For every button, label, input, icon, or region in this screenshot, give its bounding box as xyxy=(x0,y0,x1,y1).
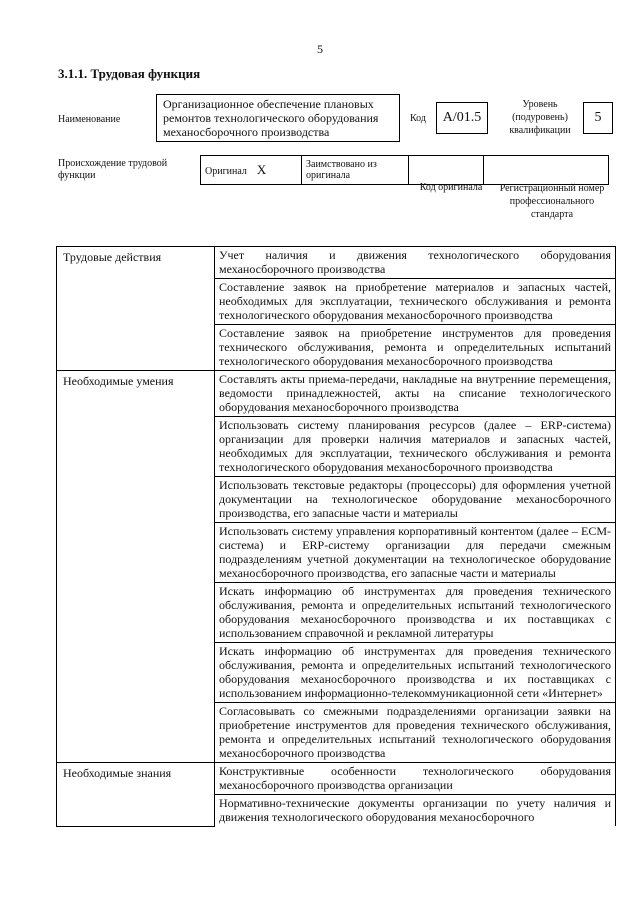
page-number: 5 xyxy=(317,42,323,56)
table-item: Искать информацию об инструментах для проведения технического обслуживания, ремонта и определительных испытаний технологического оборудования механосборочного производства и их поставщиках с использованием информационно-телекоммуникационной сети «Интернет» xyxy=(215,643,616,703)
code-caption: Код оригинала xyxy=(419,182,483,193)
table-item: Составление заявок на приобретение материалов и запасных частей, необходимых для эксплуатации, технического обслуживания и ремонта технологического оборудования механосборочного производства xyxy=(215,279,616,325)
table-item: Конструктивные особенности технологического оборудования механосборочного производства организации xyxy=(215,763,616,795)
origin-code-cell xyxy=(409,156,484,185)
origin-original-cell xyxy=(201,156,302,185)
reg-caption: Регистрационный номер профессионального стандарта xyxy=(499,183,605,220)
table-item: Нормативно-технические документы организации по учету наличия и движения технологического оборудования механосборочного xyxy=(215,795,616,827)
category-cell: Необходимые знания xyxy=(57,763,215,827)
code-label: Код xyxy=(410,113,426,124)
origin-label: Происхождение трудовой функции xyxy=(58,158,168,181)
section-title: 3.1.1. Трудовая функция xyxy=(58,66,201,81)
borrowed-label: Заимствовано из оригинала xyxy=(302,156,409,185)
origin-reg-cell xyxy=(484,156,609,185)
function-table xyxy=(56,246,616,827)
table-row xyxy=(57,371,616,417)
table-row xyxy=(57,247,616,279)
table-item: Искать информацию об инструментах для проведения технического обслуживания, ремонта и определительных испытаний технологического оборудования механосборочного производства и их поставщиках с использованием справочной и рекламной литературы xyxy=(215,583,616,643)
table-item: Использовать систему управления корпоративный контентом (далее – ЕСМ-система) и ERP-систему организации для передачи смежным подразделениям учетной документации на технологическое оборудование механосборочного производства, его запасные части и материалы xyxy=(215,523,616,583)
table-item: Учет наличия и движения технологического оборудования механосборочного производства xyxy=(215,247,616,279)
category-cell: Трудовые действия xyxy=(57,247,215,371)
original-label: Оригинал xyxy=(205,165,247,177)
level-label: Уровень (подуровень) квалификации xyxy=(509,99,571,136)
table-row xyxy=(57,763,616,795)
name-label: Наименование xyxy=(58,114,121,125)
table-item: Согласовывать со смежными подразделениями организации заявки на приобретение инструментов для проведения технического обслуживания, ремонта и определительных испытаний технологического оборудования механосборочного производства xyxy=(215,703,616,763)
category-cell: Необходимые умения xyxy=(57,371,215,763)
name-value-box: Организационное обеспечение плановых ремонтов технологического оборудования механосборочного производства xyxy=(156,94,400,142)
table-item: Использовать систему планирования ресурсов (далее – ERP-система) организации для проверки наличия материалов и запасных частей, необходимых для эксплуатации, технического обслуживания и ремонта технологического оборудования механосборочного производства xyxy=(215,417,616,477)
level-value-box: 5 xyxy=(583,102,613,134)
original-mark: X xyxy=(256,161,267,177)
table-item: Составлять акты приема-передачи, накладные на внутренние перемещения, ведомости принадлежностей, акты на списание технологического оборудования механосборочного производства xyxy=(215,371,616,417)
code-value-box: А/01.5 xyxy=(436,102,488,134)
table-item: Использовать текстовые редакторы (процессоры) для оформления учетной документации на технологическое оборудование механосборочного производства, его запасные части и материалы xyxy=(215,477,616,523)
origin-table xyxy=(200,155,609,185)
table-item: Составление заявок на приобретение инструментов для проведения технического обслуживания, ремонта и определительных испытаний технологического оборудования механосборочного производства xyxy=(215,325,616,371)
